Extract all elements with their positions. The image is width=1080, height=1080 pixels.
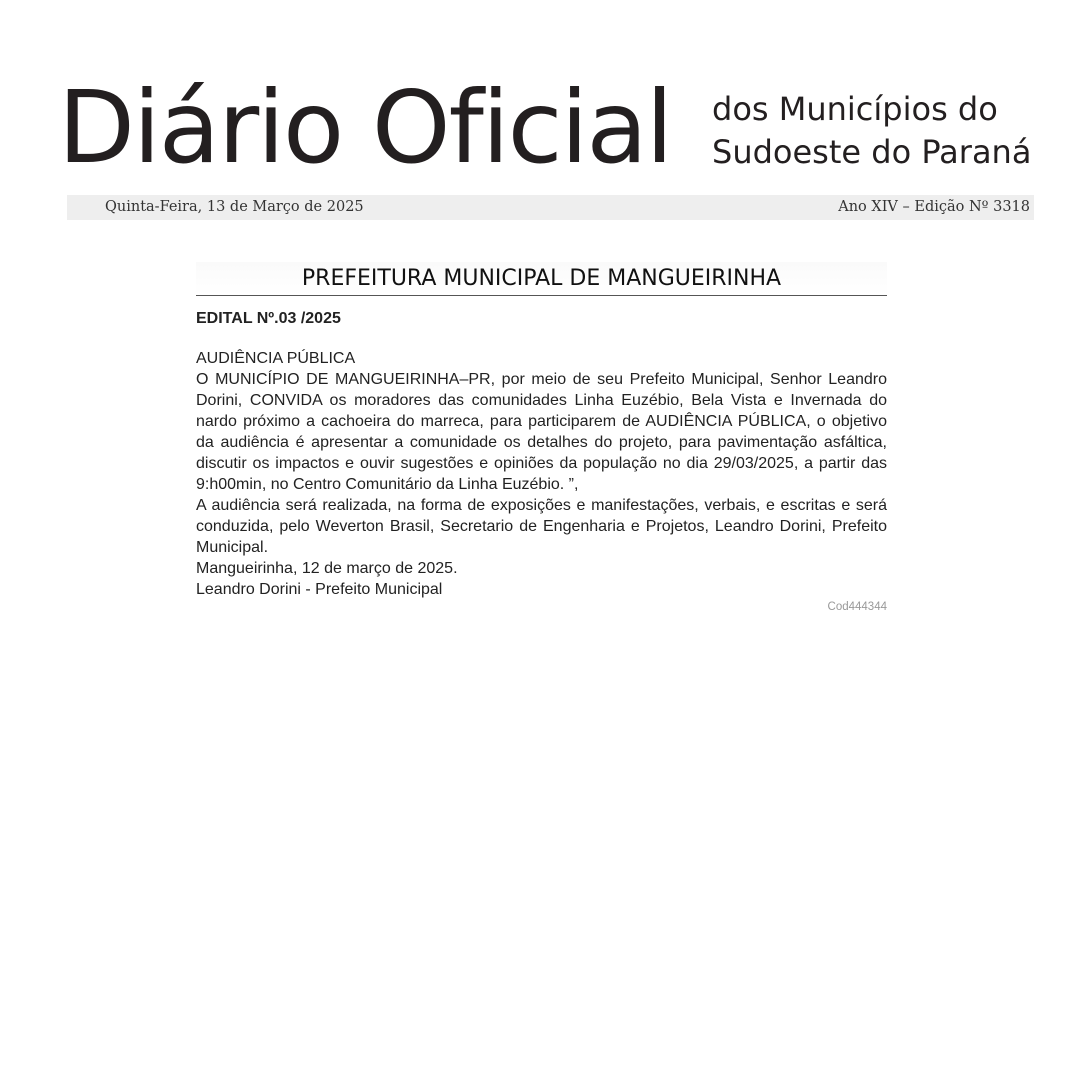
article-body [196,348,887,600]
issue-edition: Ano XIV – Edição Nº 3318 [838,199,1030,215]
publication-subtitle [712,88,1031,174]
article-paragraph: Leandro Dorini - Prefeito Municipal [196,581,443,598]
article-paragraph: AUDIÊNCIA PÚBLICA [196,350,356,367]
article-paragraph: Mangueirinha, 12 de março de 2025. [196,560,458,577]
article [196,262,887,613]
article-paragraph: O MUNICÍPIO DE MANGUEIRINHA–PR, por meio de seu Prefeito Municipal, Senhor Leandro Dorini, CONVIDA os moradores das comunidades Linha Euzébio, Bela Vista e Invernada do nardo próximo a cachoeira do marreca, para participarem de AUDIÊNCIA PÚBLICA, o objetivo da audiência é apresentar a comunidade os detalhes do projeto, para pavimentação asfáltica, discutir os impactos e ouvir sugestões e opiniões da população no dia 29/03/2025, a partir das 9:h00min, no Centro Comunitário da Linha Euzébio. ”, [196,371,887,493]
publication-code: Cod444344 [827,601,887,613]
article-paragraph: A audiência será realizada, na forma de exposições e manifestações, verbais, e escritas e será conduzida, pelo Weverton Brasil, Secretario de Engenharia e Projetos, Leandro Dorini, Prefeito Municipal. [196,497,887,556]
publication-title: Diário Oficial [58,69,672,186]
issue-date: Quinta-Feira, 13 de Março de 2025 [105,199,364,215]
masthead [58,68,1038,188]
organization-heading: PREFEITURA MUNICIPAL DE MANGUEIRINHA [196,262,887,296]
subtitle-line-2: Sudoeste do Paraná [712,133,1032,171]
subtitle-line-1: dos Municípios do [712,90,998,128]
edital-number: EDITAL Nº.03 /2025 [196,310,341,327]
dateline-bar [67,195,1034,220]
